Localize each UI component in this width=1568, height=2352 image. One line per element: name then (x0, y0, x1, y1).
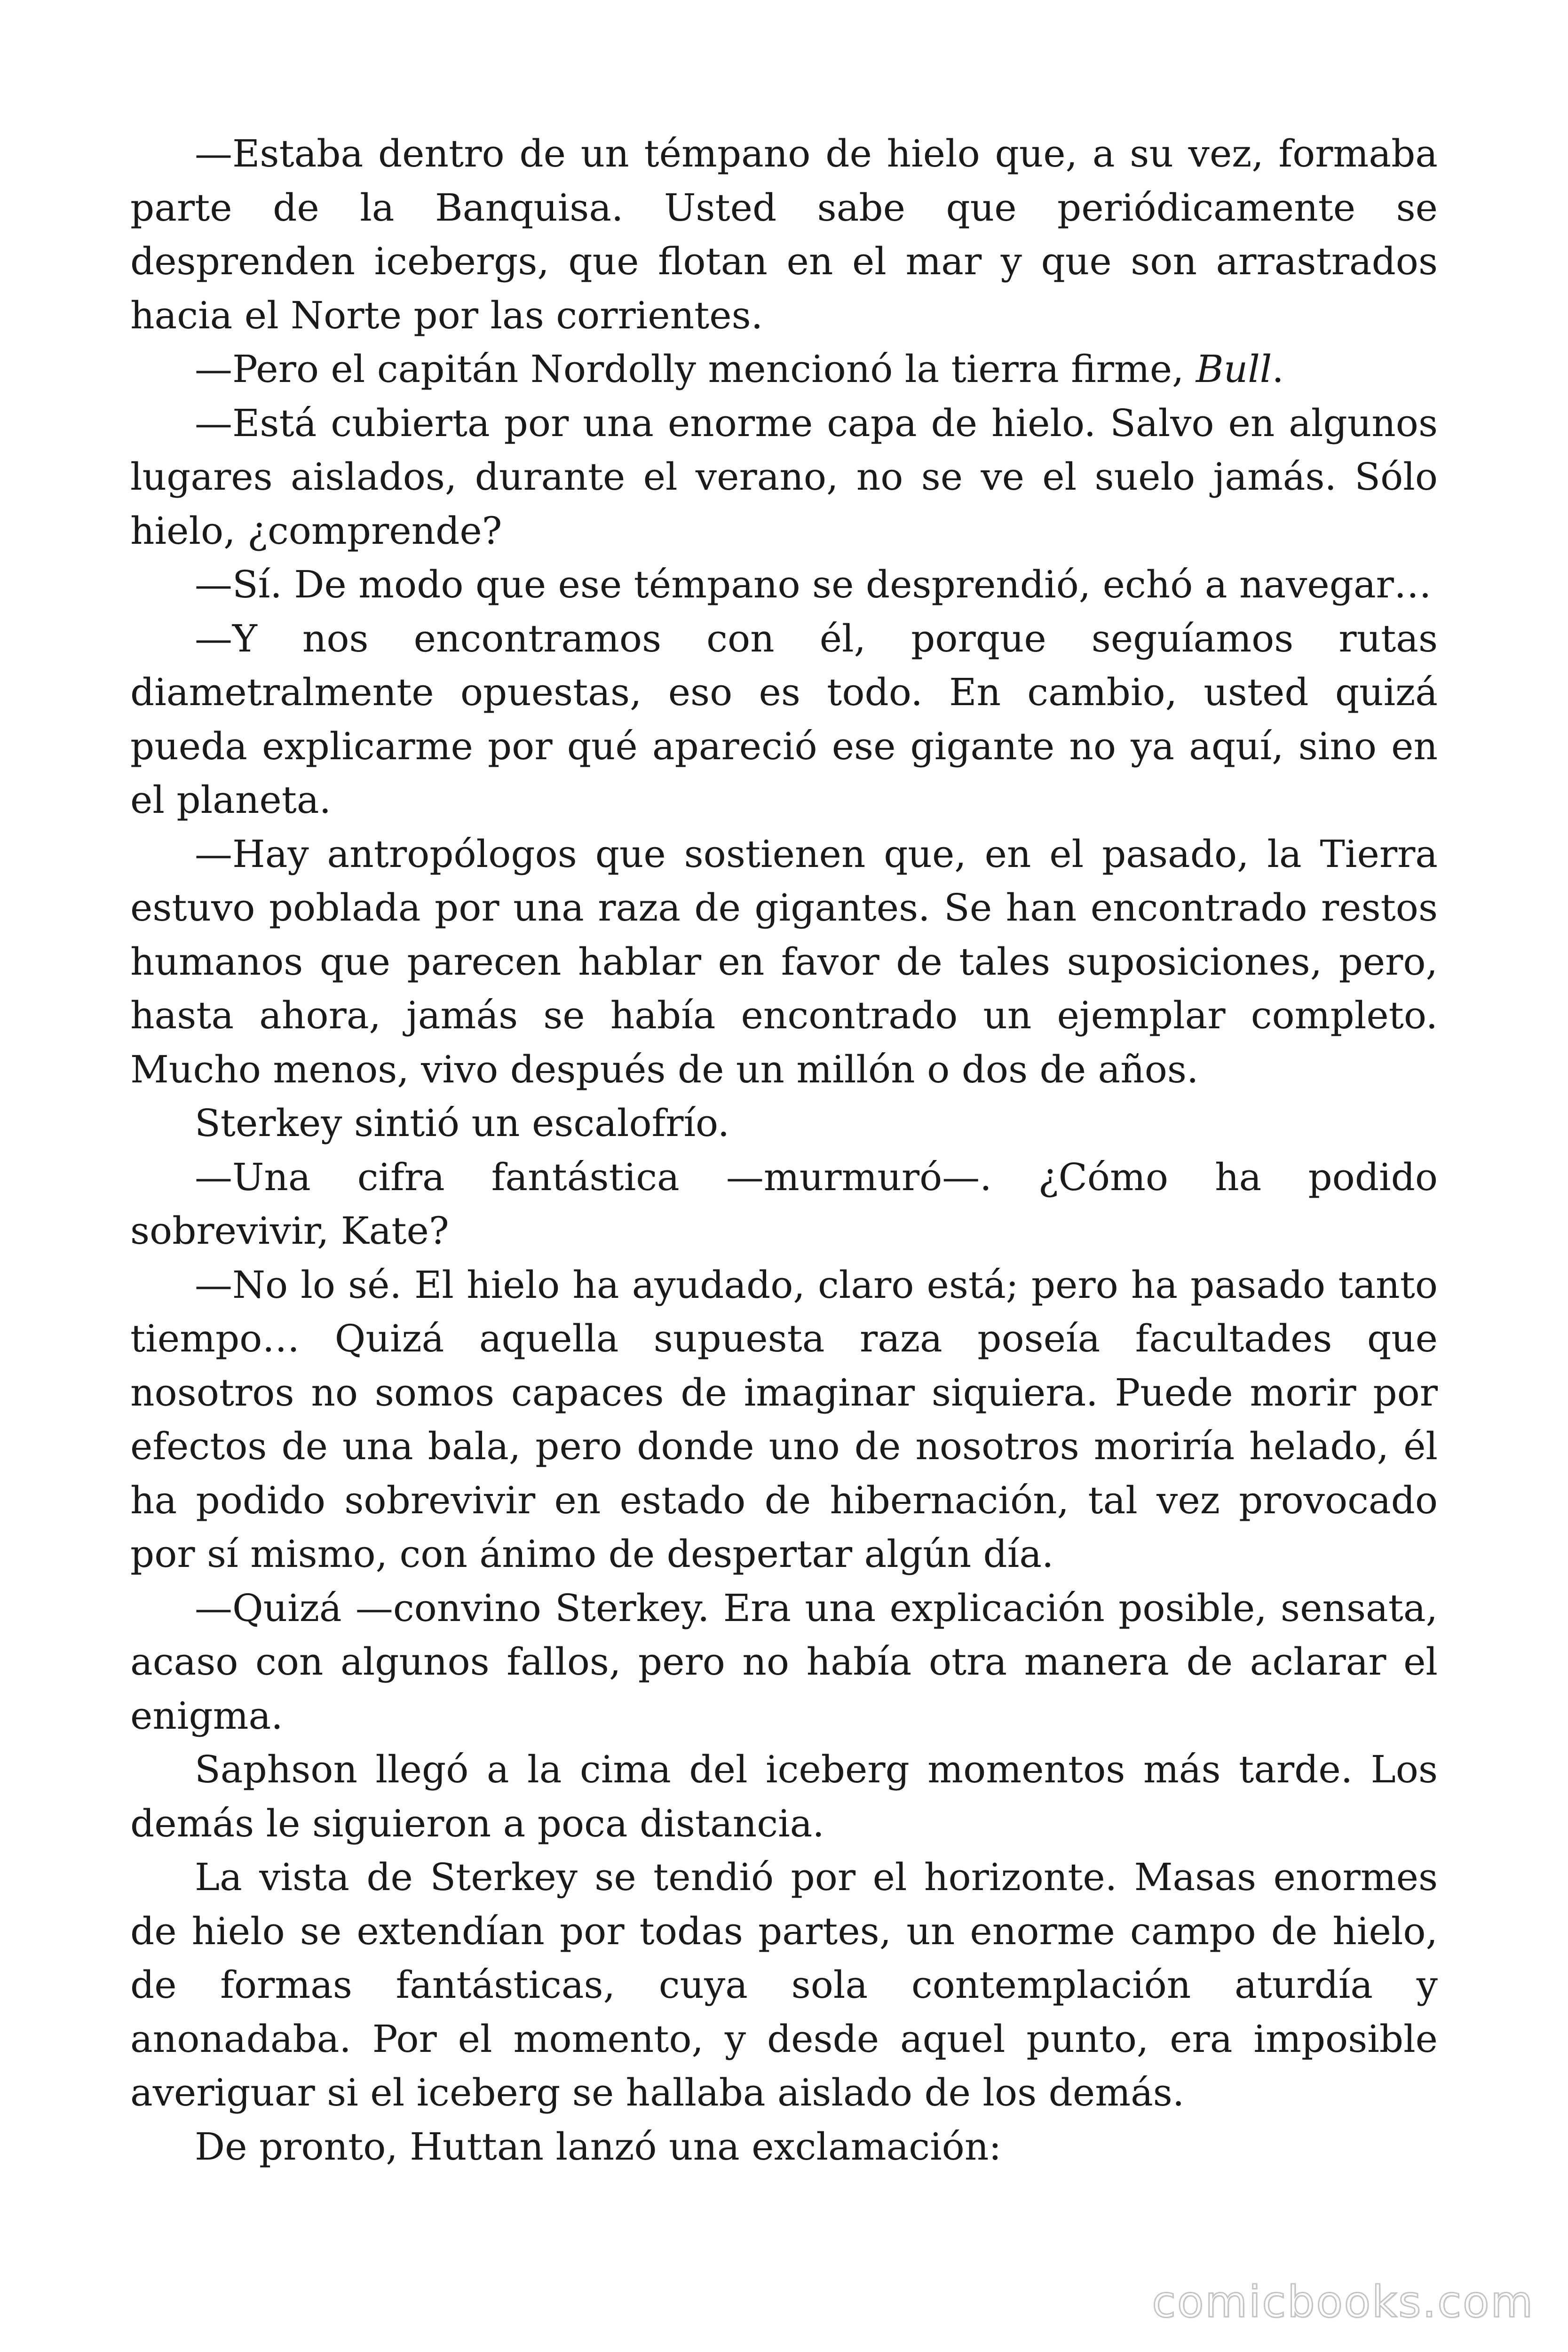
paragraph-4: —Sí. De modo que ese témpano se desprendió, echó a navegar… (195, 563, 1432, 606)
paragraph-8: —Una cifra fantástica —murmuró—. ¿Cómo ha podido sobrevivir, Kate? (130, 1155, 1438, 1253)
paragraph-2-text: —Pero el capitán Nordolly mencionó la tierra firme, (195, 347, 1196, 391)
paragraph-12: La vista de Sterkey se tendió por el horizonte. Masas enormes de hielo se extendían por todas partes, un enorme campo de hielo, de formas fantásticas, cuya sola contemplación aturdía y anonadaba. Por el momento, y desde aquel punto, era imposible averiguar si el iceberg se hallaba aislado de los demás. (130, 1855, 1438, 2114)
paragraph-2-tail: . (1272, 347, 1284, 391)
paragraph-7: Sterkey sintió un escalofrío. (195, 1101, 730, 1145)
paragraph-11: Saphson llegó a la cima del iceberg momentos más tarde. Los demás le siguieron a poca distancia. (130, 1748, 1438, 1845)
paragraph-6: —Hay antropólogos que sostienen que, en el pasado, la Tierra estuvo poblada por una raza de gigantes. Se han encontrado restos humanos que parecen hablar en favor de tales suposiciones, pero, hasta ahora, jamás se había encontrado un ejemplar completo. Mucho menos, vivo después de un millón o dos de años. (130, 832, 1438, 1091)
paragraph-9: —No lo sé. El hielo ha ayudado, claro está; pero ha pasado tanto tiempo… Quizá aquella supuesta raza poseía facultades que nosotros no somos capaces de imaginar siquiera. Puede morir por efectos de una bala, pero donde uno de nosotros moriría helado, él ha podido sobrevivir en estado de hibernación, tal vez provocado por sí mismo, con ánimo de despertar algún día. (130, 1263, 1438, 1576)
paragraph-13: De pronto, Huttan lanzó una exclamación: (195, 2124, 1002, 2169)
paragraph-1: —Estaba dentro de un témpano de hielo que, a su vez, formaba parte de la Banquisa. Usted sabe que periódicamente se desprenden icebergs, que flotan en el mar y que son arrastrados hacia el Norte por las corrientes. (130, 132, 1438, 337)
paragraph-2-emphasis: Bull (1196, 347, 1272, 391)
body-text (130, 127, 1438, 2174)
paragraph-5: —Y nos encontramos con él, porque seguíamos rutas diametralmente opuestas, eso es todo. En cambio, usted quizá pueda explicarme por qué apareció ese gigante no ya aquí, sino en el planeta. (130, 616, 1438, 822)
paragraph-2 (130, 342, 1438, 397)
watermark: comicbooks.com (1152, 2277, 1534, 2327)
paragraph-3: —Está cubierta por una enorme capa de hielo. Salvo en algunos lugares aislados, durante el verano, no se ve el suelo jamás. Sólo hielo, ¿comprende? (130, 401, 1438, 553)
paragraph-10: —Quizá —convino Sterkey. Era una explicación posible, sensata, acaso con algunos fallos, pero no había otra manera de aclarar el enigma. (130, 1586, 1438, 1738)
